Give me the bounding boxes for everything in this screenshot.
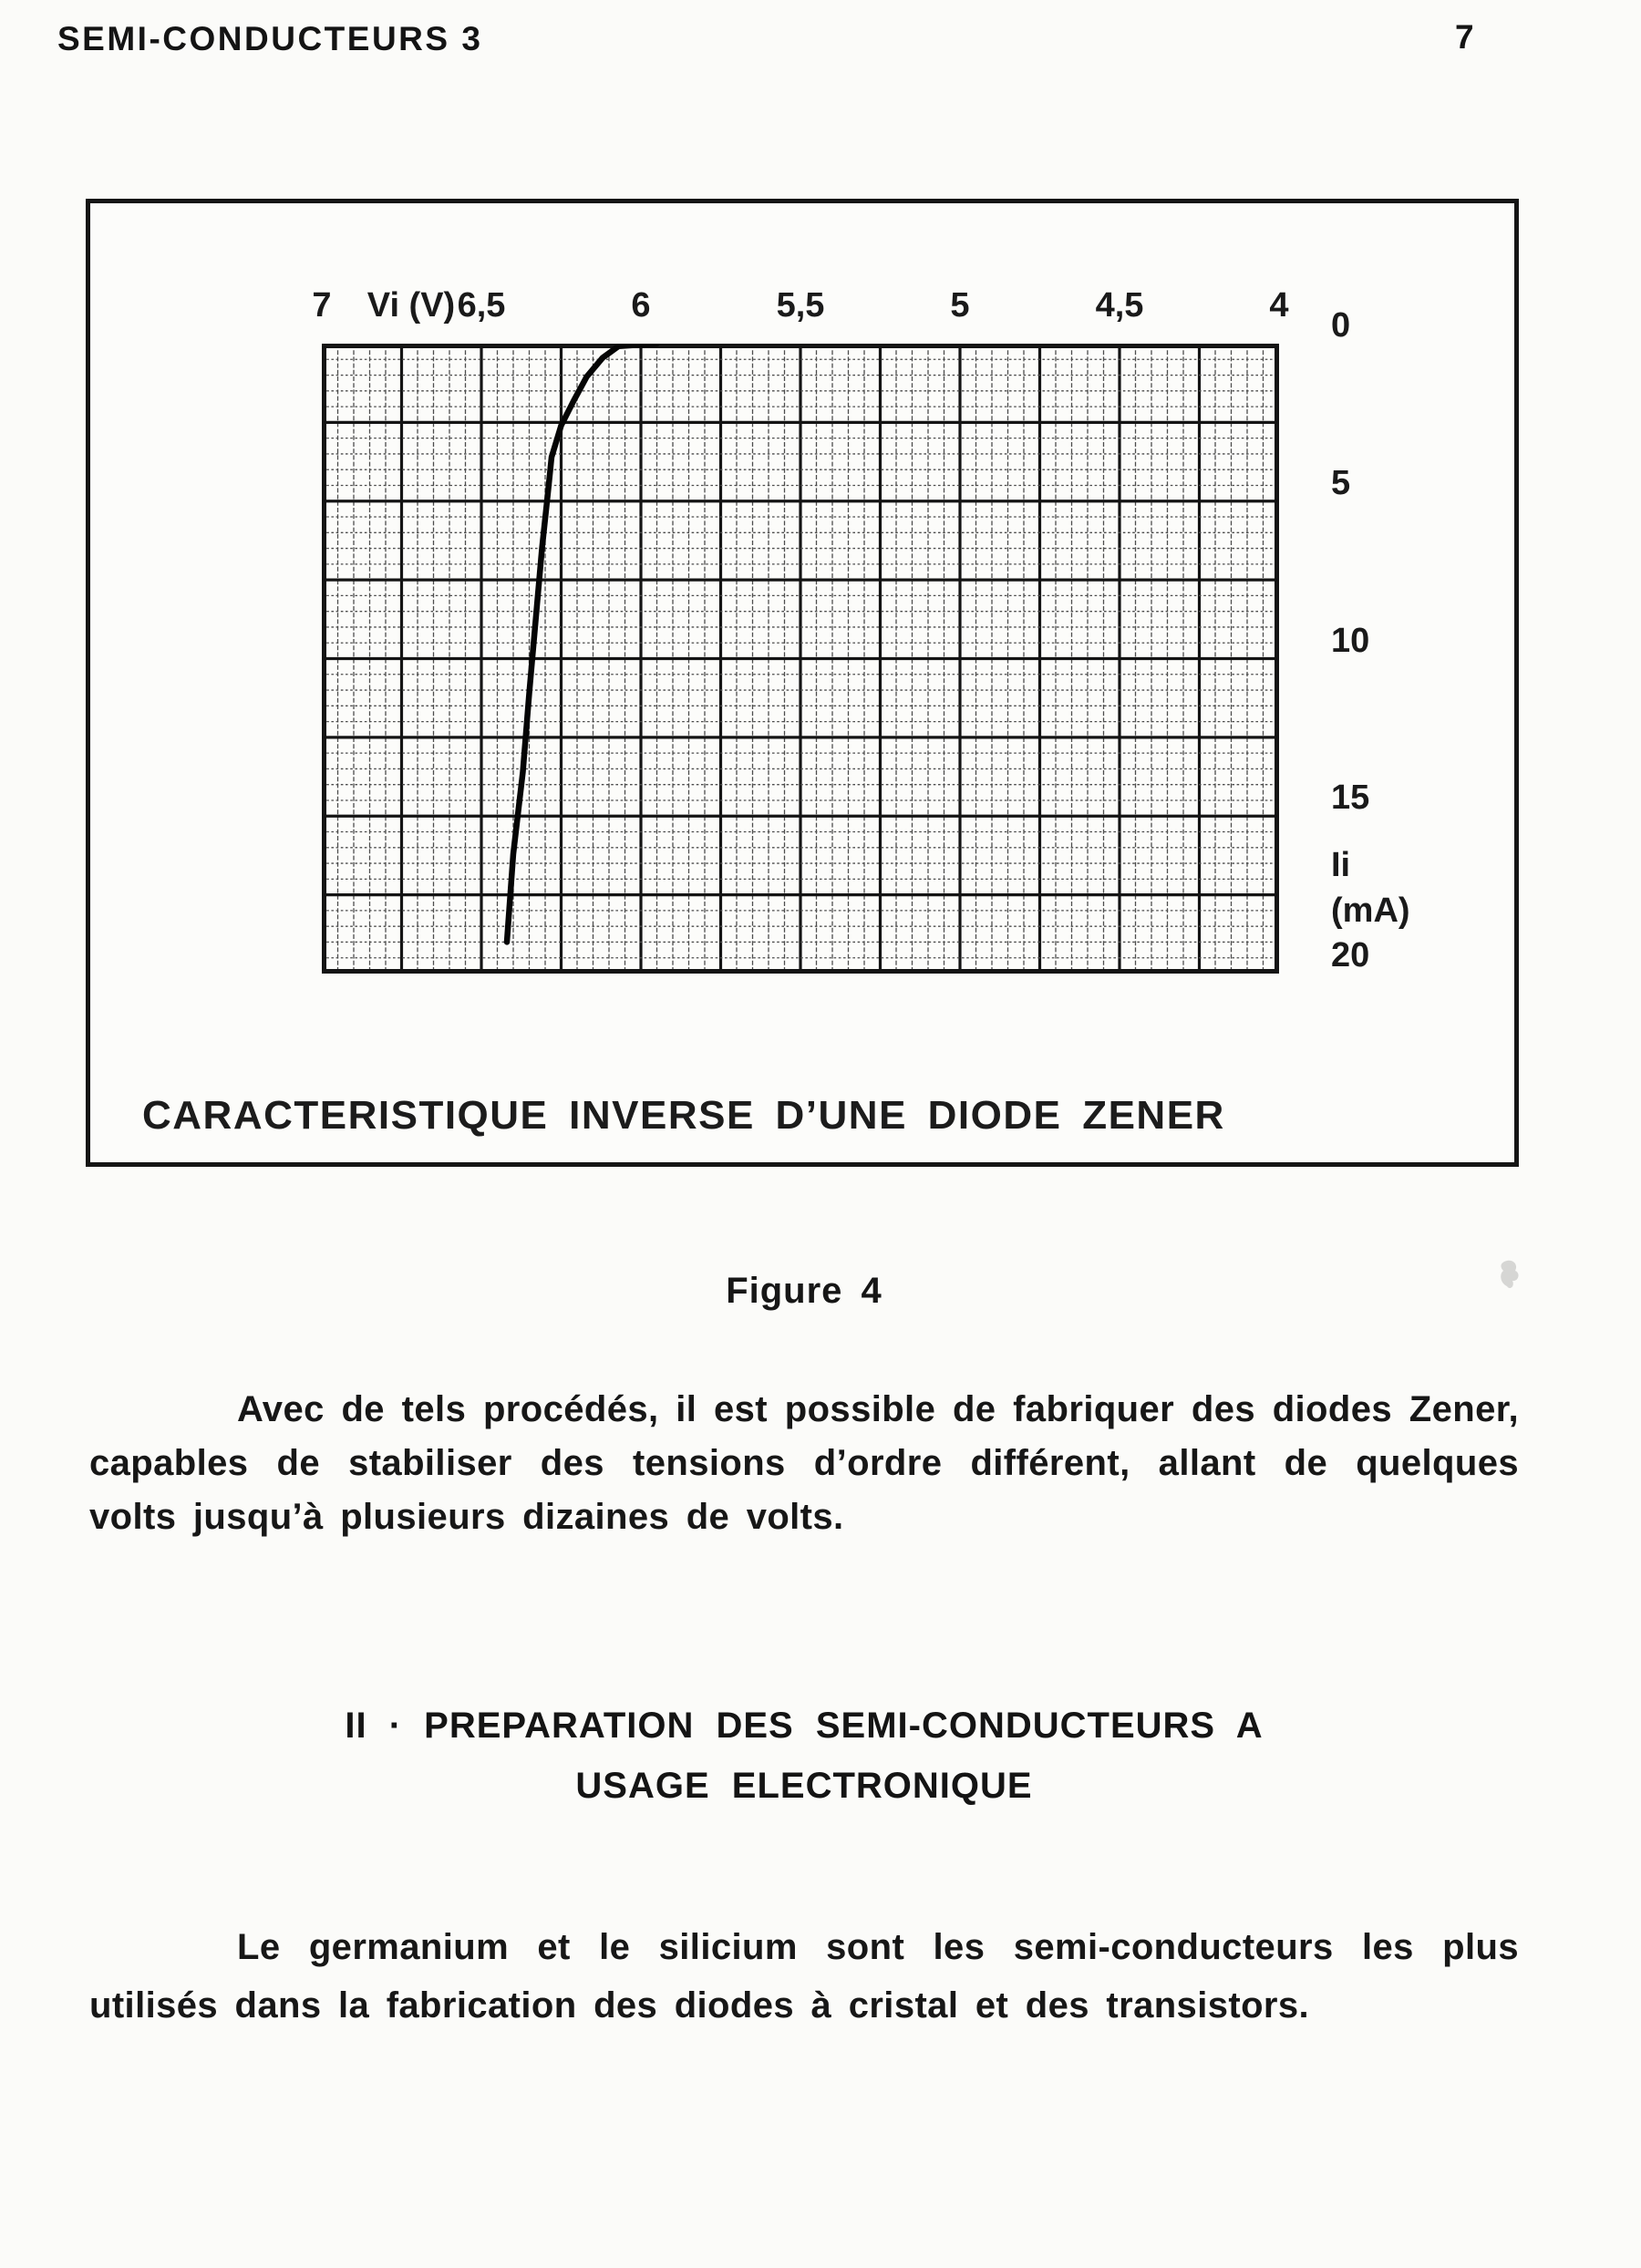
y-axis-title-line: Ii (1331, 846, 1351, 884)
y-tick-label: 15 (1331, 778, 1370, 818)
paragraph-line: utilisés dans la fabrication des diodes à cristal et des transistors. (89, 1985, 1310, 2026)
x-tick-label: 4 (1269, 286, 1289, 325)
section-heading-line2: USAGE ELECTRONIQUE (575, 1766, 1033, 1806)
figure-label: Figure 4 (726, 1271, 882, 1311)
paragraph-line: capables de stabiliser des tensions d’ordre différent, allant de quelques (89, 1443, 1519, 1483)
y-tick-label: 20 (1331, 936, 1370, 974)
x-tick-label: 5 (950, 286, 970, 325)
plot-grid (322, 344, 1279, 974)
paragraph-germanium (89, 1918, 1519, 2035)
x-tick-label: 7 (312, 286, 332, 325)
x-axis-title: Vi (V) (366, 286, 456, 325)
y-tick-label: 0 (1331, 306, 1351, 345)
plot-area (322, 344, 1279, 974)
figure-caption: CARACTERISTIQUE INVERSE D’UNE DIODE ZENER (142, 1093, 1225, 1138)
y-tick-label: 10 (1331, 621, 1370, 660)
x-tick-label: 5,5 (776, 286, 825, 325)
scan-artifact-smudge (1497, 1256, 1528, 1293)
y-axis-title-line: (mA) (1331, 892, 1410, 930)
section-heading-line1: II · PREPARATION DES SEMI-CONDUCTEURS A (345, 1706, 1264, 1746)
page-title: SEMI-CONDUCTEURS 3 (57, 20, 483, 57)
section-heading (89, 1696, 1519, 1816)
paragraph-line: Avec de tels procédés, il est possible de fabriquer des diodes Zener, (237, 1389, 1519, 1429)
x-tick-label: 6,5 (457, 286, 506, 325)
paragraph-line: volts jusqu’à plusieurs dizaines de volts. (89, 1497, 844, 1537)
x-tick-label: 6 (631, 286, 651, 325)
y-tick-label: 5 (1331, 463, 1351, 502)
page-number: 7 (1455, 18, 1474, 56)
paragraph-zener (89, 1383, 1519, 1544)
paragraph-line: Le germanium et le silicium sont les semi-conducteurs les plus (237, 1927, 1519, 1967)
x-tick-label: 4,5 (1095, 286, 1144, 325)
figure-box (86, 199, 1519, 1167)
